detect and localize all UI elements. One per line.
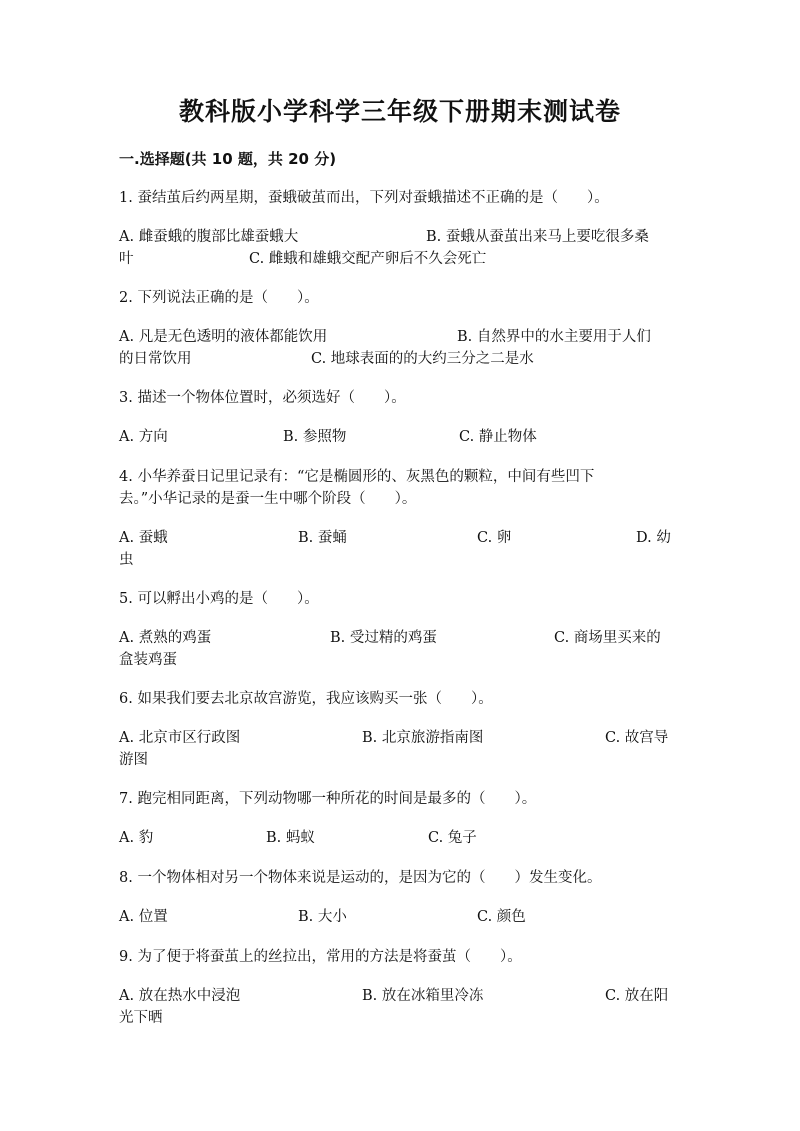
question-4-option-d-wrap: 虫 (119, 552, 134, 568)
question-4-stem-line-2: 去。”小华记录的是蚕一生中哪个阶段（ ）。 (119, 491, 417, 507)
question-9-option-a: A. 放在热水中浸泡 (119, 988, 241, 1004)
question-7-option-b: B. 蚂蚁 (266, 830, 315, 846)
question-4-option-a: A. 蚕蛾 (119, 530, 168, 546)
question-6-option-c: C. 故宫导 (605, 730, 669, 746)
question-2-option-c: C. 地球表面的的大约三分之二是水 (311, 351, 534, 367)
question-5-stem: 5. 可以孵出小鸡的是（ ）。 (119, 591, 319, 607)
question-7-option-c: C. 兔子 (428, 830, 477, 846)
question-3-option-c: C. 静止物体 (459, 429, 537, 445)
question-6-option-c-wrap: 游图 (119, 752, 148, 768)
question-2-stem: 2. 下列说法正确的是（ ）。 (119, 290, 319, 306)
page-title: 教科版小学科学三年级下册期末测试卷 (178, 97, 621, 126)
question-5-option-c: C. 商场里买来的 (554, 630, 661, 646)
question-2-option-b: B. 自然界中的水主要用于人们 (457, 329, 651, 345)
question-6-option-a: A. 北京市区行政图 (119, 730, 241, 746)
question-1-option-c: C. 雌蛾和雄蛾交配产卵后不久会死亡 (249, 251, 487, 267)
question-1-option-b-wrap: 叶 (119, 251, 134, 267)
section-heading: 一.选择题(共 10 题，共 20 分) (119, 150, 337, 168)
question-8-option-b: B. 大小 (298, 909, 347, 925)
question-2-option-b-wrap: 的日常饮用 (119, 351, 192, 367)
question-9-option-c-wrap: 光下晒 (119, 1010, 163, 1026)
question-7-option-a: A. 豹 (119, 830, 154, 846)
question-2-option-a: A. 凡是无色透明的液体都能饮用 (119, 329, 328, 345)
question-6-stem: 6. 如果我们要去北京故宫游览，我应该购买一张（ ）。 (119, 691, 493, 707)
question-3-option-b: B. 参照物 (283, 429, 347, 445)
question-4-option-c: C. 卵 (477, 530, 512, 546)
question-7-stem: 7. 跑完相同距离，下列动物哪一种所花的时间是最多的（ ）。 (119, 791, 537, 807)
question-9-option-b: B. 放在冰箱里冷冻 (362, 988, 484, 1004)
question-1-option-a: A. 雌蚕蛾的腹部比雄蚕蛾大 (119, 229, 299, 245)
question-3-option-a: A. 方向 (119, 429, 168, 445)
question-5-option-c-wrap: 盒装鸡蛋 (119, 652, 177, 668)
question-4-option-d: D. 幼 (636, 530, 671, 546)
question-5-option-b: B. 受过精的鸡蛋 (330, 630, 437, 646)
question-1-stem: 1. 蚕结茧后约两星期，蚕蛾破茧而出，下列对蚕蛾描述不正确的是（ ）。 (119, 190, 609, 206)
question-4-option-b: B. 蚕蛹 (298, 530, 347, 546)
question-9-stem: 9. 为了便于将蚕茧上的丝拉出，常用的方法是将蚕茧（ ）。 (119, 949, 522, 965)
question-9-option-c: C. 放在阳 (605, 988, 669, 1004)
question-5-option-a: A. 煮熟的鸡蛋 (119, 630, 212, 646)
question-6-option-b: B. 北京旅游指南图 (362, 730, 484, 746)
question-1-option-b: B. 蚕蛾从蚕茧出来马上要吃很多桑 (426, 229, 649, 245)
question-8-stem: 8. 一个物体相对另一个物体来说是运动的，是因为它的（ ）发生变化。 (119, 870, 602, 886)
question-3-stem: 3. 描述一个物体位置时，必须选好（ ）。 (119, 390, 406, 406)
question-4-stem-line-1: 4. 小华养蚕日记里记录有：“它是椭圆形的、灰黑色的颗粒，中间有些凹下 (119, 469, 595, 485)
question-8-option-c: C. 颜色 (477, 909, 526, 925)
question-8-option-a: A. 位置 (119, 909, 168, 925)
